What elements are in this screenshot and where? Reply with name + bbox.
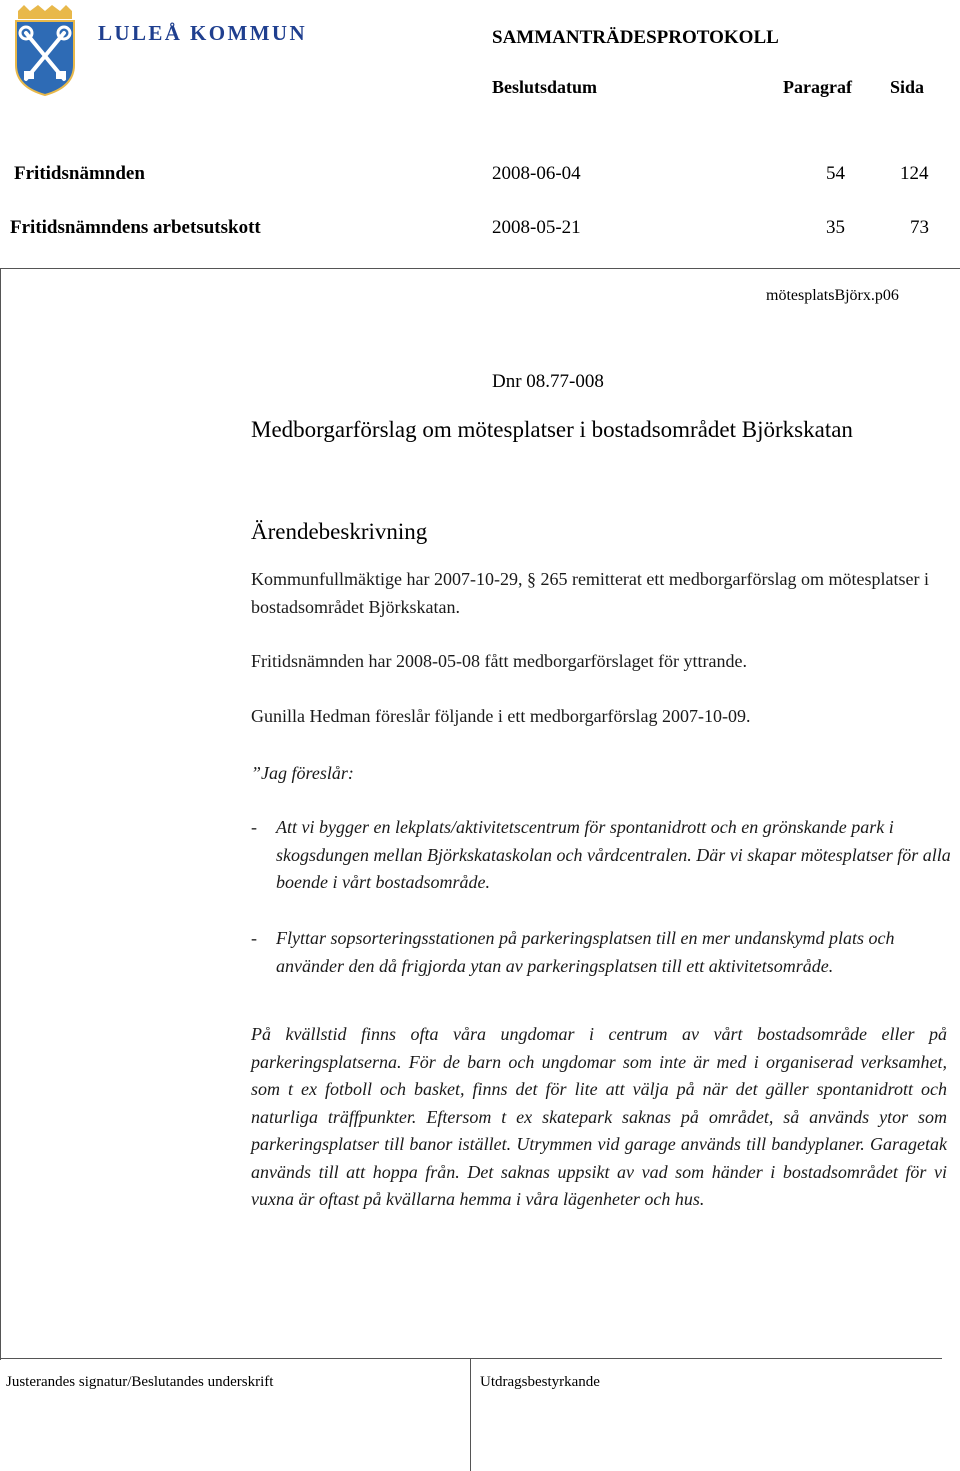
- page-title: Medborgarförslag om mötesplatser i bostadsområdet Björkskatan: [251, 417, 853, 442]
- meeting-page: 73: [910, 217, 929, 238]
- organization-name: LULEÅ KOMMUN: [98, 21, 308, 45]
- municipal-coat-of-arms-logo: [12, 5, 78, 96]
- list-item: [251, 925, 951, 980]
- case-number: Dnr 08.77-008: [492, 371, 604, 392]
- footer-divider: [0, 1358, 942, 1359]
- header-divider: [0, 268, 960, 269]
- document-type: SAMMANTRÄDESPROTOKOLL: [492, 27, 779, 48]
- list-item: [251, 814, 951, 897]
- left-margin-line: [0, 268, 1, 1360]
- closing-paragraph: På kvällstid finns ofta våra ungdomar i centrum av vårt bostadsområde eller på parkeringsplatserna. För de barn och ungdomar som inte är med i organiserad verksamhet, som t ex fotboll och basket, finns det för lite att välja på när det gäller spontanidrott och naturliga träffpunkter. Eftersom t ex skatepark saknas på området, så används ytor som parkeringsplatser till banor istället. Utrymmen vid garage används till bandyplaner. Garagetak används till att hoppa från. Det saknas uppsikt av vad som händer i bostadsområdet för vi vuxna är oftast på kvällarna hemma i våra lägenheter och hus.: [251, 1024, 947, 1209]
- bullet-dash: -: [251, 928, 257, 948]
- body-paragraph: Gunilla Hedman föreslår följande i ett medborgarförslag 2007-10-09.: [251, 706, 751, 726]
- bullet-dash: -: [251, 817, 257, 837]
- meeting-date: 2008-05-21: [492, 217, 581, 238]
- meeting-body: Fritidsnämndens arbetsutskott: [10, 217, 261, 238]
- section-heading: Ärendebeskrivning: [251, 519, 428, 544]
- body-paragraph: Fritidsnämnden har 2008-05-08 fått medborgarförslaget för yttrande.: [251, 651, 748, 671]
- column-header-page: Sida: [890, 77, 925, 97]
- column-header-decision-date: Beslutsdatum: [492, 77, 598, 97]
- document-reference-code: mötesplatsBjörx.p06: [766, 287, 899, 304]
- list-item-text: Flyttar sopsorteringsstationen på parkeringsplatsen till en mer undanskymd plats och använder den då frigjorda ytan av parkeringsplatsen till ett aktivitetsområde.: [276, 928, 895, 976]
- body-paragraph: Kommunfullmäktige har 2007-10-29, § 265 remitterat ett medborgarförslag om mötesplatser i bostadsområdet Björkskatan.: [251, 569, 930, 617]
- column-header-paragraph: Paragraf: [783, 77, 852, 97]
- meeting-paragraph: 35: [826, 217, 845, 238]
- footer-column-divider: [470, 1358, 471, 1471]
- signature-label: Justerandes signatur/Beslutandes underskrift: [6, 1374, 274, 1390]
- meeting-date: 2008-06-04: [492, 163, 581, 184]
- meeting-body: Fritidsnämnden: [14, 163, 145, 184]
- certified-extract-label: Utdragsbestyrkande: [480, 1374, 600, 1390]
- quote-intro: ”Jag föreslår:: [251, 763, 354, 783]
- list-item-text: Att vi bygger en lekplats/aktivitetscentrum för spontanidrott och en grönskande park i skogsdungen mellan Björkskataskolan och vårdcentralen. Där vi skapar mötesplatser för alla boende i vårt bostadsområde.: [276, 817, 951, 892]
- meeting-page: 124: [900, 163, 929, 184]
- meeting-paragraph: 54: [826, 163, 845, 184]
